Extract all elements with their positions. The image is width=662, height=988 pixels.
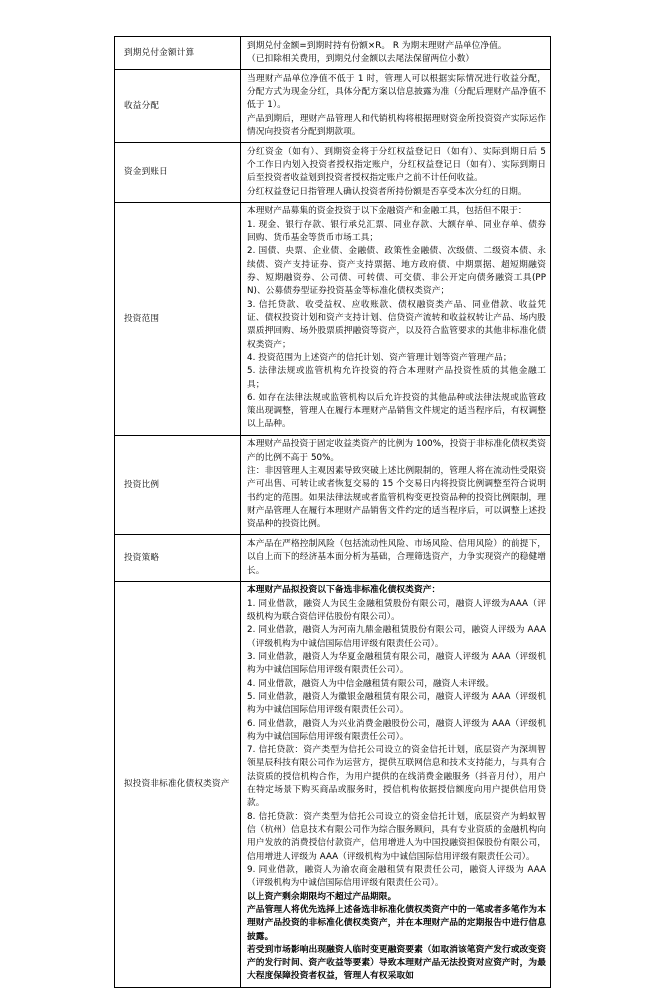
row-body-investment-strategy	[241, 535, 551, 581]
product-terms-table	[114, 36, 551, 988]
paragraph: 9. 同业借款，融资人为渝农商金融租赁有限责任公司，融资人评级为 AAA（评级机构为中诚信国际信用评级有限责任公司）。	[247, 864, 546, 889]
paragraph: 1. 同业借款，融资人为民生金融租赁股份有限公司，融资人评级为AAA（评级机构为联合资信评估股份有限公司）。	[247, 598, 546, 622]
paragraph: 本理财产品拟投资以下备选非标准化债权类资产：	[247, 585, 441, 596]
table-row	[115, 535, 551, 581]
row-label-maturity-payment: 到期兑付金额计算	[115, 37, 241, 70]
paragraph: 本产品在严格控制风险（包括流动性风险、市场风险、信用风险）的前提下，以自上而下的经济基本面分析为基础，合理筛选资产，力争实现资产的稳健增长。	[247, 538, 546, 576]
row-label-investment-ratio: 投资比例	[115, 435, 241, 535]
row-body-nonstandard-debt-assets	[241, 581, 551, 987]
row-label-funds-arrival-date: 资金到账日	[115, 143, 241, 203]
table-body	[115, 37, 551, 988]
paragraph: 本理财产品募集的资金投资于以下金融资产和金融工具，包括但不限于：	[247, 206, 527, 217]
paragraph: 4. 投资范围为上述资产的信托计划、资产管理计划等资产管理产品；	[247, 352, 512, 363]
paragraph: 产品到期后，理财产品管理人和代销机构将根据理财资金所投资资产实际运作情况向投资者分配到期款项。	[247, 113, 546, 137]
paragraph: 分红资金（如有）、到期资金将于分红权益登记日（如有）、实际到期日后 5 个工作日内划入投资者授权指定账户，分红权益登记日（如有）、实际到期日后至投资者收益划到投资者授权指定账户之前不计任何收益。	[247, 146, 546, 184]
paragraph: 若受到市场影响出现融资人临时变更融资要素（如取消该笔资产发行或改变资产的发行时间、资产收益等要素）导致本理财产品无法投资对应资产时，为最大程度保障投资者权益，管理人有权采取如	[247, 944, 546, 982]
table-row	[115, 37, 551, 70]
paragraph: 2. 国债、央票、企业债、金融债、政策性金融债、次级债、二级资本债、永续债、资产支持证券、资产支持票据、地方政府债、中期票据、超短期融资券、短期融资券、公司债、可转债、可交债、非公开定向债务融资工具(PPN)、公募债券型证券投资基金等标准化债权类资产；	[247, 246, 546, 297]
paragraph: 6. 同业借款，融资人为兴业消费金融股份公司，融资人评级为 AAA（评级机构为中诚信国际信用评级有限责任公司）。	[247, 718, 546, 742]
paragraph: 分红权益登记日指管理人确认投资者所持份额是否享受本次分红的日期。	[247, 186, 527, 197]
row-label-nonstandard-debt-assets: 拟投资非标准化债权类资产	[115, 581, 241, 987]
paragraph: 到期兑付金额=到期时持有份额×R。 R 为期末理财产品单位净值。	[247, 40, 507, 51]
paragraph: 5. 法律法规或监管机构允许投资的符合本理财产品投资性质的其他金融工具；	[247, 366, 546, 390]
table-row	[115, 70, 551, 143]
paragraph: 8. 信托贷款：资产类型为信托公司设立的资金信托计划，底层资产为蚂蚁智信（杭州）信息技术有限公司作为综合服务顾问，具有专业资质的金融机构向用户发放的消费授信付款资产，信用增进人为中国投融资担保股份有限公司，信用增进人评级为 AAA（评级机构为中诚信国际信用评级有限责任公司）。	[247, 811, 546, 862]
table-row	[115, 202, 551, 435]
row-body-investment-scope	[241, 202, 551, 435]
paragraph: 4. 同业借款，融资人为中信金融租赁有限公司，融资人未评级。	[247, 678, 495, 689]
paragraph: 6. 如存在法律法规或监管机构以后允许投资的其他品种或法律法规或监管政策出现调整，管理人在履行本理财产品销售文件规定的适当程序后，有权调整以上品种。	[247, 392, 546, 430]
paragraph: 本理财产品投资于固定收益类资产的比例为 100%，投资于非标准化债权类资产的比例不高于 50%。	[247, 439, 546, 463]
paragraph: 5. 同业借款，融资人为徽银金融租赁有限公司，融资人评级为 AAA（评级机构为中诚信国际信用评级有限责任公司）。	[247, 691, 546, 716]
paragraph: （已扣除相关费用，到期兑付金额以去尾法保留两位小数）	[247, 53, 475, 64]
row-body-investment-ratio	[241, 435, 551, 535]
paragraph: 3. 同业借款，融资人为华夏金融租赁有限公司，融资人评级为 AAA（评级机构为中诚信国际信用评级有限责任公司）。	[247, 651, 546, 676]
row-body-maturity-payment	[241, 37, 551, 70]
paragraph: 2. 同业借款，融资人为河南九鼎金融租赁股份有限公司，融资人评级为 AAA（评级机构为中诚信国际信用评级有限责任公司）。	[247, 625, 546, 649]
row-label-income-distribution: 收益分配	[115, 70, 241, 143]
paragraph: 当理财产品单位净值不低于 1 时，管理人可以根据实际情况进行收益分配，分配方式为现金分红，具体分配方案以信息披露为准（分配后理财产品净值不低于 1）。	[247, 73, 546, 111]
row-label-investment-scope: 投资范围	[115, 202, 241, 435]
paragraph: 3. 信托贷款、收受益权、应收账款、债权融资类产品、同业借款、收益凭证、债权投资计划和资产支持计划、信贷资产流转和收益权转让产品、场内股票质押回购、场外股票质押融资等资产，以及符合监管要求的其他非标准化债权类资产；	[247, 299, 546, 350]
table-row	[115, 143, 551, 203]
paragraph: 7. 信托贷款：资产类型为信托公司设立的资金信托计划，底层资产为深圳智领星辰科技有限公司作为运营方，提供互联网信息和技术支持能力，与具有合法资质的授信机构合作，为用户提供的在线消费金融服务（抖音月付），用户在特定场景下购买商品或服务时，授信机构依据授信额度向用户提供信用贷款。	[247, 745, 546, 809]
paragraph: 产品管理人将优先选择上述备选非标准化债权类资产中的一笔或者多笔作为本理财产品投资的非标准化债权类资产，并在本理财产品的定期报告中进行信息披露。	[247, 904, 546, 942]
row-body-income-distribution	[241, 70, 551, 143]
row-label-investment-strategy: 投资策略	[115, 535, 241, 581]
table-row	[115, 581, 551, 987]
table-row	[115, 435, 551, 535]
paragraph: 注：非因管理人主观因素导致突破上述比例限制的，管理人将在流动性受限资产可出售、可转让或者恢复交易的 15 个交易日内将投资比例调整至符合说明书约定的范围。如果法律法规或者监管机构变更投资品种的投资比例限制，理财产品管理人在履行本理财产品销售文件约定的适当程序后，可以调整上述投资品种的投资比例。	[247, 465, 546, 530]
paragraph: 以上资产剩余期限均不超过产品期限。	[247, 891, 397, 902]
paragraph: 1. 现金、银行存款、银行承兑汇票、同业存款、大额存单、同业存单、债券回购、货币基金等货币市场工具；	[247, 219, 546, 244]
row-body-funds-arrival-date	[241, 143, 551, 203]
